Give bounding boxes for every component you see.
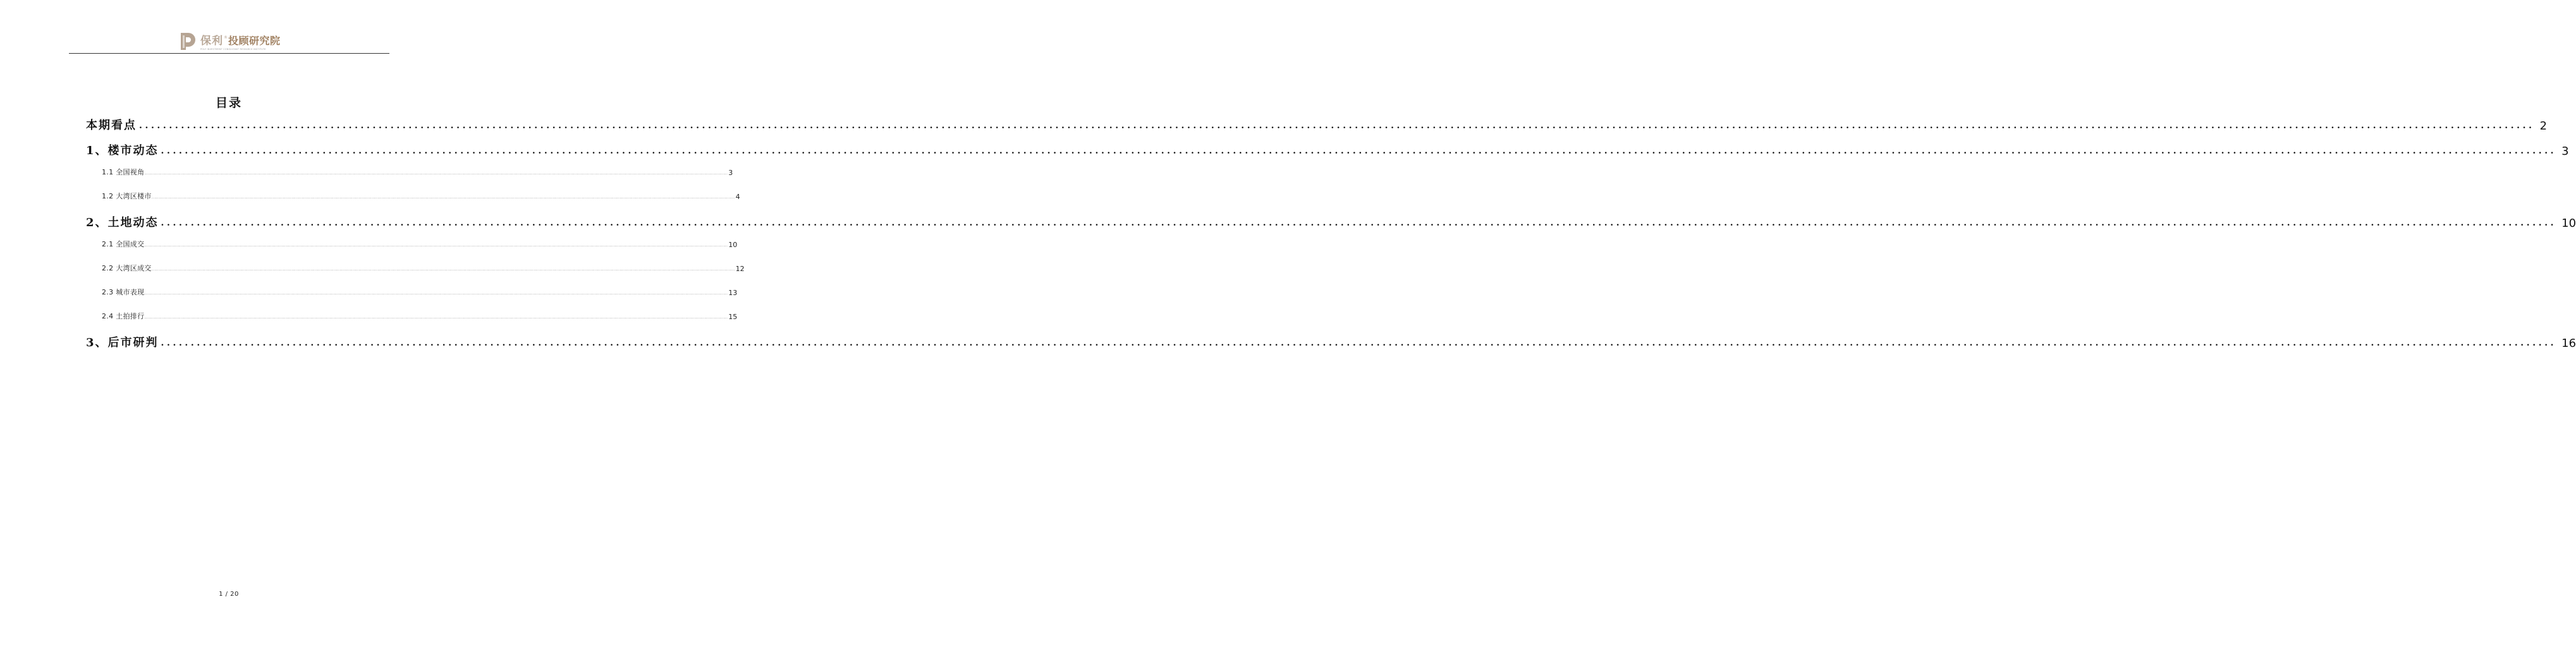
toc-entry-page: 13	[728, 289, 738, 297]
page-header	[0, 28, 458, 53]
toc-section-entry[interactable]	[102, 239, 738, 249]
toc-chapter-entry[interactable]	[86, 334, 2576, 350]
toc-entry-page: 10	[2561, 217, 2576, 230]
toc-section-entry[interactable]	[102, 191, 740, 201]
toc-entry-page: 10	[728, 241, 738, 249]
header-divider	[69, 53, 389, 54]
toc-dot-leader: ................................................................................................................................................................................................................................................................................................................................................................................................................	[139, 121, 2535, 131]
toc-entry-label: 2.4 土拍排行	[102, 312, 145, 320]
toc-chapter-entry[interactable]	[86, 142, 2569, 158]
toc-entry-label: 2.2 大湾区成交	[102, 264, 152, 272]
toc-entry-page: 16	[2561, 337, 2576, 350]
toc-dot-leader: ................................................................................................................................................................................................................................................................................................................................................................................................................	[151, 267, 735, 272]
toc-chapter-entry[interactable]	[86, 116, 2548, 133]
toc-entry-label: 1、楼市动态	[86, 144, 159, 157]
toc-entry-page: 2	[2539, 119, 2548, 133]
toc-dot-leader: ................................................................................................................................................................................................................................................................................................................................................................................................................	[144, 243, 728, 248]
toc-dot-leader: ................................................................................................................................................................................................................................................................................................................................................................................................................	[144, 291, 728, 296]
logo-cn	[200, 32, 281, 47]
poly-logo	[179, 32, 281, 53]
toc-entry-page: 12	[735, 265, 745, 273]
toc-dot-leader: ................................................................................................................................................................................................................................................................................................................................................................................................................	[144, 315, 728, 320]
toc-entry-page: 4	[735, 193, 740, 201]
toc-entry-label: 2、土地动态	[86, 216, 159, 229]
registered-mark: ®	[224, 35, 228, 40]
toc-dot-leader: ................................................................................................................................................................................................................................................................................................................................................................................................................	[161, 338, 2557, 348]
toc-dot-leader: ................................................................................................................................................................................................................................................................................................................................................................................................................	[144, 171, 728, 176]
toc-entry-page: 3	[2561, 145, 2569, 158]
poly-logo-icon	[179, 32, 197, 51]
toc-dot-leader: ................................................................................................................................................................................................................................................................................................................................................................................................................	[161, 218, 2557, 228]
toc-section-entry[interactable]	[102, 167, 733, 177]
toc-chapter-entry[interactable]	[86, 214, 2576, 230]
page-number: 1 / 20	[219, 591, 239, 598]
toc-entry-label: 3、后市研判	[86, 336, 159, 349]
toc-entry-label: 本期看点	[86, 119, 137, 132]
logo-brand-text: 保利	[200, 35, 223, 47]
toc-entry-label: 2.1 全国成交	[102, 240, 145, 248]
toc-entry-label: 2.3 城市表现	[102, 288, 145, 296]
toc-entry-page: 3	[728, 169, 733, 177]
logo-text	[200, 32, 281, 51]
toc-title: 目录	[215, 96, 242, 110]
toc-entry-label: 1.2 大湾区楼市	[102, 192, 152, 200]
toc-section-entry[interactable]	[102, 311, 738, 321]
logo-institute-text: 投顾研究院	[228, 35, 281, 47]
toc-section-entry[interactable]	[102, 263, 745, 273]
logo-english-text: POLY INVESTMENT CONSULTANT RESEARCH INSTITUTE	[200, 48, 266, 51]
toc-section-entry[interactable]	[102, 287, 738, 297]
toc-entry-label: 1.1 全国视角	[102, 168, 145, 176]
toc-entry-page: 15	[728, 313, 738, 321]
toc-dot-leader: ................................................................................................................................................................................................................................................................................................................................................................................................................	[161, 146, 2557, 156]
toc-dot-leader: ................................................................................................................................................................................................................................................................................................................................................................................................................	[151, 195, 735, 200]
